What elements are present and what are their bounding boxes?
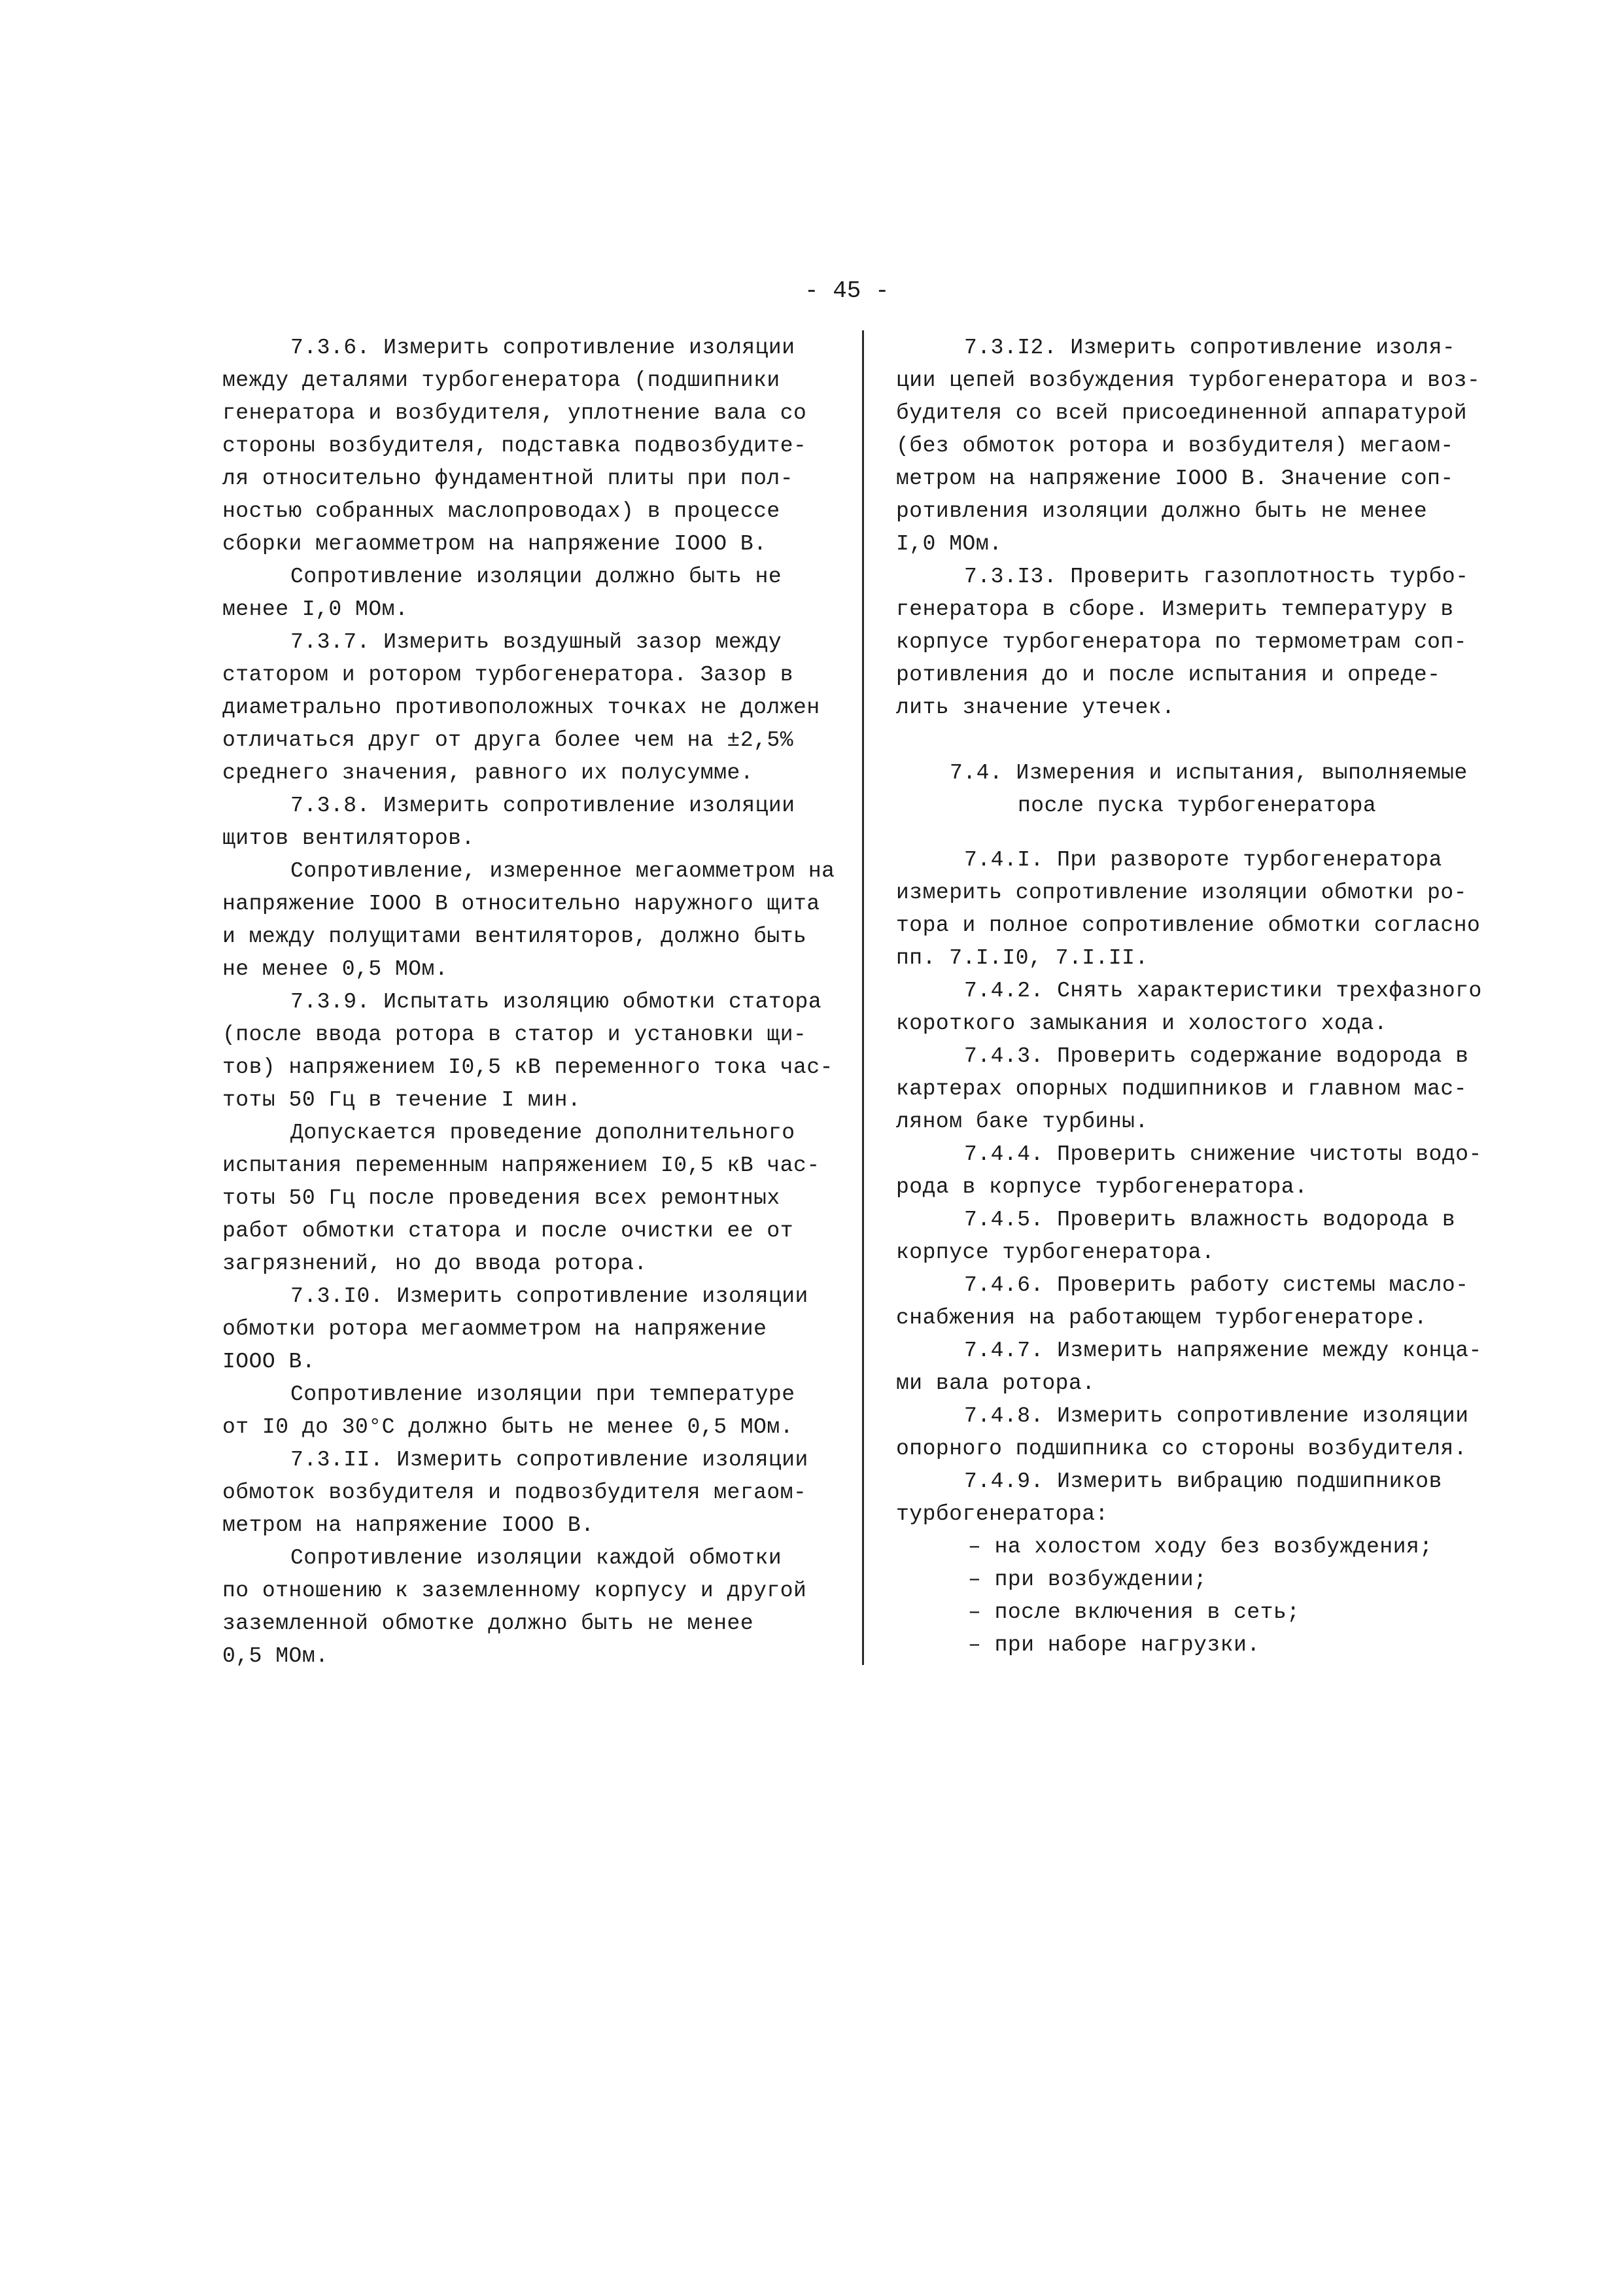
- text-line: Сопротивление изоляции при температуре: [290, 1382, 795, 1407]
- text-line: по отношению к заземленному корпусу и другой: [222, 1579, 807, 1603]
- text-line: от I0 до 30°С должно быть не менее 0,5 МОм.: [222, 1415, 794, 1439]
- text-line: ностью собранных маслопроводах) в процессе: [222, 499, 780, 523]
- text-line: картерах опорных подшипников и главном мас-: [896, 1077, 1468, 1101]
- list-item: – при возбуждении;: [968, 1568, 1207, 1592]
- text-line: измерить сопротивление изоляции обмотки ро-: [896, 881, 1468, 905]
- text-line: (после ввода ротора в статор и установки щи-: [222, 1023, 807, 1047]
- text-line: 7.3.7. Измерить воздушный зазор между: [290, 630, 782, 654]
- text-line: 7.4.8. Измерить сопротивление изоляции: [964, 1404, 1469, 1428]
- text-line: корпусе турбогенератора.: [896, 1240, 1215, 1265]
- text-line: Сопротивление изоляции каждой обмотки: [290, 1546, 782, 1570]
- text-line: метром на напряжение IOOO В.: [222, 1513, 595, 1537]
- text-line: Сопротивление, измеренное мегаомметром на: [290, 859, 835, 883]
- text-line: тоты 50 Гц после проведения всех ремонтных: [222, 1186, 780, 1210]
- column-divider: [862, 330, 864, 1665]
- text-line: опорного подшипника со стороны возбудителя.: [896, 1437, 1468, 1461]
- text-line: IOOO В.: [222, 1350, 316, 1374]
- text-line: (без обмоток ротора и возбудителя) мегаом-: [896, 434, 1454, 458]
- text-line: ротивления изоляции должно быть не менее: [896, 499, 1428, 523]
- text-line: 7.4.5. Проверить влажность водорода в: [964, 1208, 1456, 1232]
- text-line: 7.4.3. Проверить содержание водорода в: [964, 1044, 1469, 1068]
- text-line: генератора и возбудителя, уплотнение вала со: [222, 401, 807, 425]
- text-line: корпусе турбогенератора по термометрам соп-: [896, 630, 1468, 654]
- text-line: обмоток возбудителя и подвозбудителя мегаом-: [222, 1480, 807, 1505]
- text-line: 7.4.7. Измерить напряжение между конца-: [964, 1339, 1482, 1363]
- text-line: загрязнений, но до ввода ротора.: [222, 1252, 648, 1276]
- text-line: метром на напряжение IOOO В. Значение соп-: [896, 466, 1454, 491]
- list-item: – при наборе нагрузки.: [968, 1633, 1260, 1657]
- text-line: Сопротивление изоляции должно быть не: [290, 565, 782, 589]
- text-line: короткого замыкания и холостого хода.: [896, 1011, 1388, 1036]
- text-line: заземленной обмотке должно быть не менее: [222, 1611, 754, 1636]
- text-line: 7.3.6. Измерить сопротивление изоляции: [290, 336, 795, 360]
- text-line: 7.4.2. Снять характеристики трехфазного: [964, 979, 1482, 1003]
- text-line: 7.3.I3. Проверить газоплотность турбо-: [964, 565, 1469, 589]
- text-line: работ обмотки статора и после очистки ее от: [222, 1219, 794, 1243]
- text-line: тоты 50 Гц в течение I мин.: [222, 1088, 581, 1112]
- text-line: генератора в сборе. Измерить температуру в: [896, 597, 1454, 622]
- text-line: ми вала ротора.: [896, 1371, 1096, 1395]
- text-line: 7.3.II. Измерить сопротивление изоляции: [290, 1448, 808, 1472]
- list-item: – после включения в сеть;: [968, 1600, 1300, 1624]
- text-line: будителя со всей присоединенной аппаратурой: [896, 401, 1468, 425]
- text-line: 7.4.6. Проверить работу системы масло-: [964, 1273, 1469, 1297]
- text-line: менее I,0 МОм.: [222, 597, 409, 622]
- text-line: 7.3.8. Измерить сопротивление изоляции: [290, 794, 795, 818]
- text-line: тов) напряжением I0,5 кВ переменного тока час-: [222, 1055, 833, 1079]
- text-line: снабжения на работающем турбогенераторе.: [896, 1306, 1428, 1330]
- text-line: обмотки ротора мегаомметром на напряжение: [222, 1317, 767, 1341]
- text-line: отличаться друг от друга более чем на ±2,5%: [222, 728, 794, 752]
- text-line: не менее 0,5 МОм.: [222, 957, 449, 981]
- text-line: лить значение утечек.: [896, 695, 1175, 720]
- text-line: сборки мегаомметром на напряжение IOOO В.: [222, 532, 767, 556]
- text-line: тора и полное сопротивление обмотки согласно: [896, 913, 1481, 937]
- text-line: среднего значения, равного их полусумме.: [222, 761, 754, 785]
- text-line: между деталями турбогенератора (подшипники: [222, 368, 780, 393]
- text-line: ции цепей возбуждения турбогенератора и воз-: [896, 368, 1481, 393]
- text-line: испытания переменным напряжением I0,5 кВ час-: [222, 1153, 820, 1178]
- section-heading: после пуска турбогенератора: [1018, 794, 1377, 818]
- text-line: щитов вентиляторов.: [222, 826, 475, 850]
- text-line: Допускается проведение дополнительного: [290, 1121, 795, 1145]
- text-line: напряжение IOOO В относительно наружного щита: [222, 892, 820, 916]
- text-line: ротивления до и после испытания и опреде-: [896, 663, 1441, 687]
- text-line: 7.3.I0. Измерить сопротивление изоляции: [290, 1284, 808, 1308]
- text-line: 7.4.9. Измерить вибрацию подшипников: [964, 1469, 1442, 1494]
- list-item: – на холостом ходу без возбуждения;: [968, 1535, 1433, 1559]
- text-line: статором и ротором турбогенератора. Зазор в: [222, 663, 794, 687]
- section-heading: 7.4. Измерения и испытания, выполняемые: [950, 761, 1468, 785]
- text-line: рода в корпусе турбогенератора.: [896, 1175, 1308, 1199]
- text-line: турбогенератора:: [896, 1502, 1109, 1526]
- text-line: стороны возбудителя, подставка подвозбудите-: [222, 434, 807, 458]
- text-line: диаметрально противоположных точках не должен: [222, 695, 820, 720]
- text-line: I,0 МОм.: [896, 532, 1003, 556]
- text-line: 0,5 МОм.: [222, 1644, 329, 1668]
- text-line: ляном баке турбины.: [896, 1110, 1149, 1134]
- text-line: 7.3.I2. Измерить сопротивление изоля-: [964, 336, 1456, 360]
- text-line: пп. 7.I.I0, 7.I.II.: [896, 946, 1149, 970]
- text-line: 7.4.4. Проверить снижение чистоты водо-: [964, 1142, 1482, 1166]
- text-line: и между полущитами вентиляторов, должно быть: [222, 924, 807, 949]
- text-line: 7.4.I. При развороте турбогенератора: [964, 848, 1442, 872]
- text-line: 7.3.9. Испытать изоляцию обмотки статора: [290, 990, 822, 1014]
- page-number: - 45 -: [804, 277, 890, 304]
- text-line: ля относительно фундаментной плиты при пол-: [222, 466, 794, 491]
